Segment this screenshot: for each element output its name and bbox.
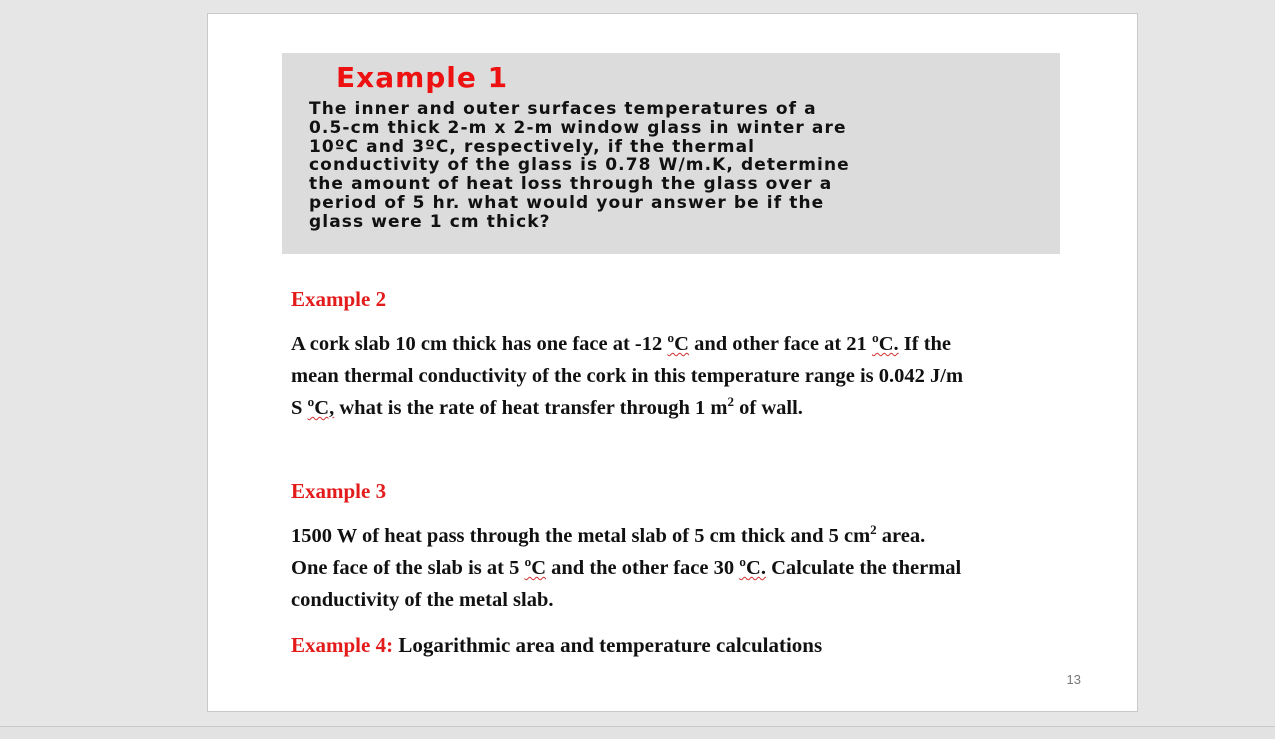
superscript: 2 [727, 394, 734, 410]
example-1-line: conductivity of the glass is 0.78 W/m.K, determine [309, 155, 850, 176]
text-run: area. [876, 525, 926, 547]
spellcheck-word[interactable]: ºC. [739, 557, 766, 579]
text-run: One face of the slab is at 5 [291, 557, 525, 579]
spellcheck-word[interactable]: ºC [667, 333, 689, 355]
document-page [207, 13, 1138, 712]
text-run: 1500 W of heat pass through the metal slab of 5 cm thick and 5 cm [291, 525, 871, 547]
spellcheck-word[interactable]: ºC [524, 557, 547, 579]
example-4-line [291, 633, 822, 657]
example-1-line: glass were 1 cm thick? [309, 211, 551, 232]
spellcheck-word[interactable]: ºC. [871, 333, 899, 355]
spellcheck-word[interactable]: ºC, [307, 397, 335, 419]
text-run: of wall. [734, 397, 803, 419]
text-run: and other face at 21 [688, 333, 872, 355]
example-1-title: Example 1 [336, 61, 509, 94]
example-3-heading: Example 3 [291, 479, 387, 503]
example-4-text: Logarithmic area and temperature calculations [393, 633, 823, 657]
text-run: A cork slab 10 cm thick has one face at -12 [291, 333, 668, 355]
example-3-paragraph [291, 520, 1081, 616]
paragraph-line: mean thermal conductivity of the cork in this temperature range is 0.042 J/m [291, 365, 964, 387]
paragraph-line [291, 392, 1081, 424]
example-1-image [282, 53, 1060, 254]
example-4-heading: Example 4: [291, 633, 394, 657]
example-1-line: The inner and outer surfaces temperatures of a [309, 99, 817, 119]
example-2-heading: Example 2 [291, 287, 387, 311]
text-run: Calculate the thermal [765, 557, 962, 579]
text-run: If the [898, 333, 952, 355]
text-run: and the other face 30 [546, 557, 740, 579]
example-1-text [309, 100, 1049, 232]
text-run: S [291, 397, 308, 419]
page-number: 13 [1066, 672, 1081, 687]
example-1-line: period of 5 hr. what would your answer be if the [309, 192, 825, 213]
status-bar [0, 726, 1275, 739]
example-1-line: 0.5-cm thick 2-m x 2-m window glass in winter are [309, 117, 847, 138]
example-1-line: 10ºC and 3ºC, respectively, if the thermal [309, 136, 756, 157]
paragraph-line: conductivity of the metal slab. [291, 589, 554, 611]
example-1-line: the amount of heat loss through the glass over a [309, 174, 833, 195]
paragraph-line [291, 328, 1081, 360]
paragraph-line [291, 520, 1081, 552]
superscript: 2 [870, 522, 877, 538]
example-2-paragraph [291, 328, 1081, 424]
paragraph-line [291, 552, 1081, 584]
text-run: what is the rate of heat transfer through 1 m [334, 397, 728, 419]
